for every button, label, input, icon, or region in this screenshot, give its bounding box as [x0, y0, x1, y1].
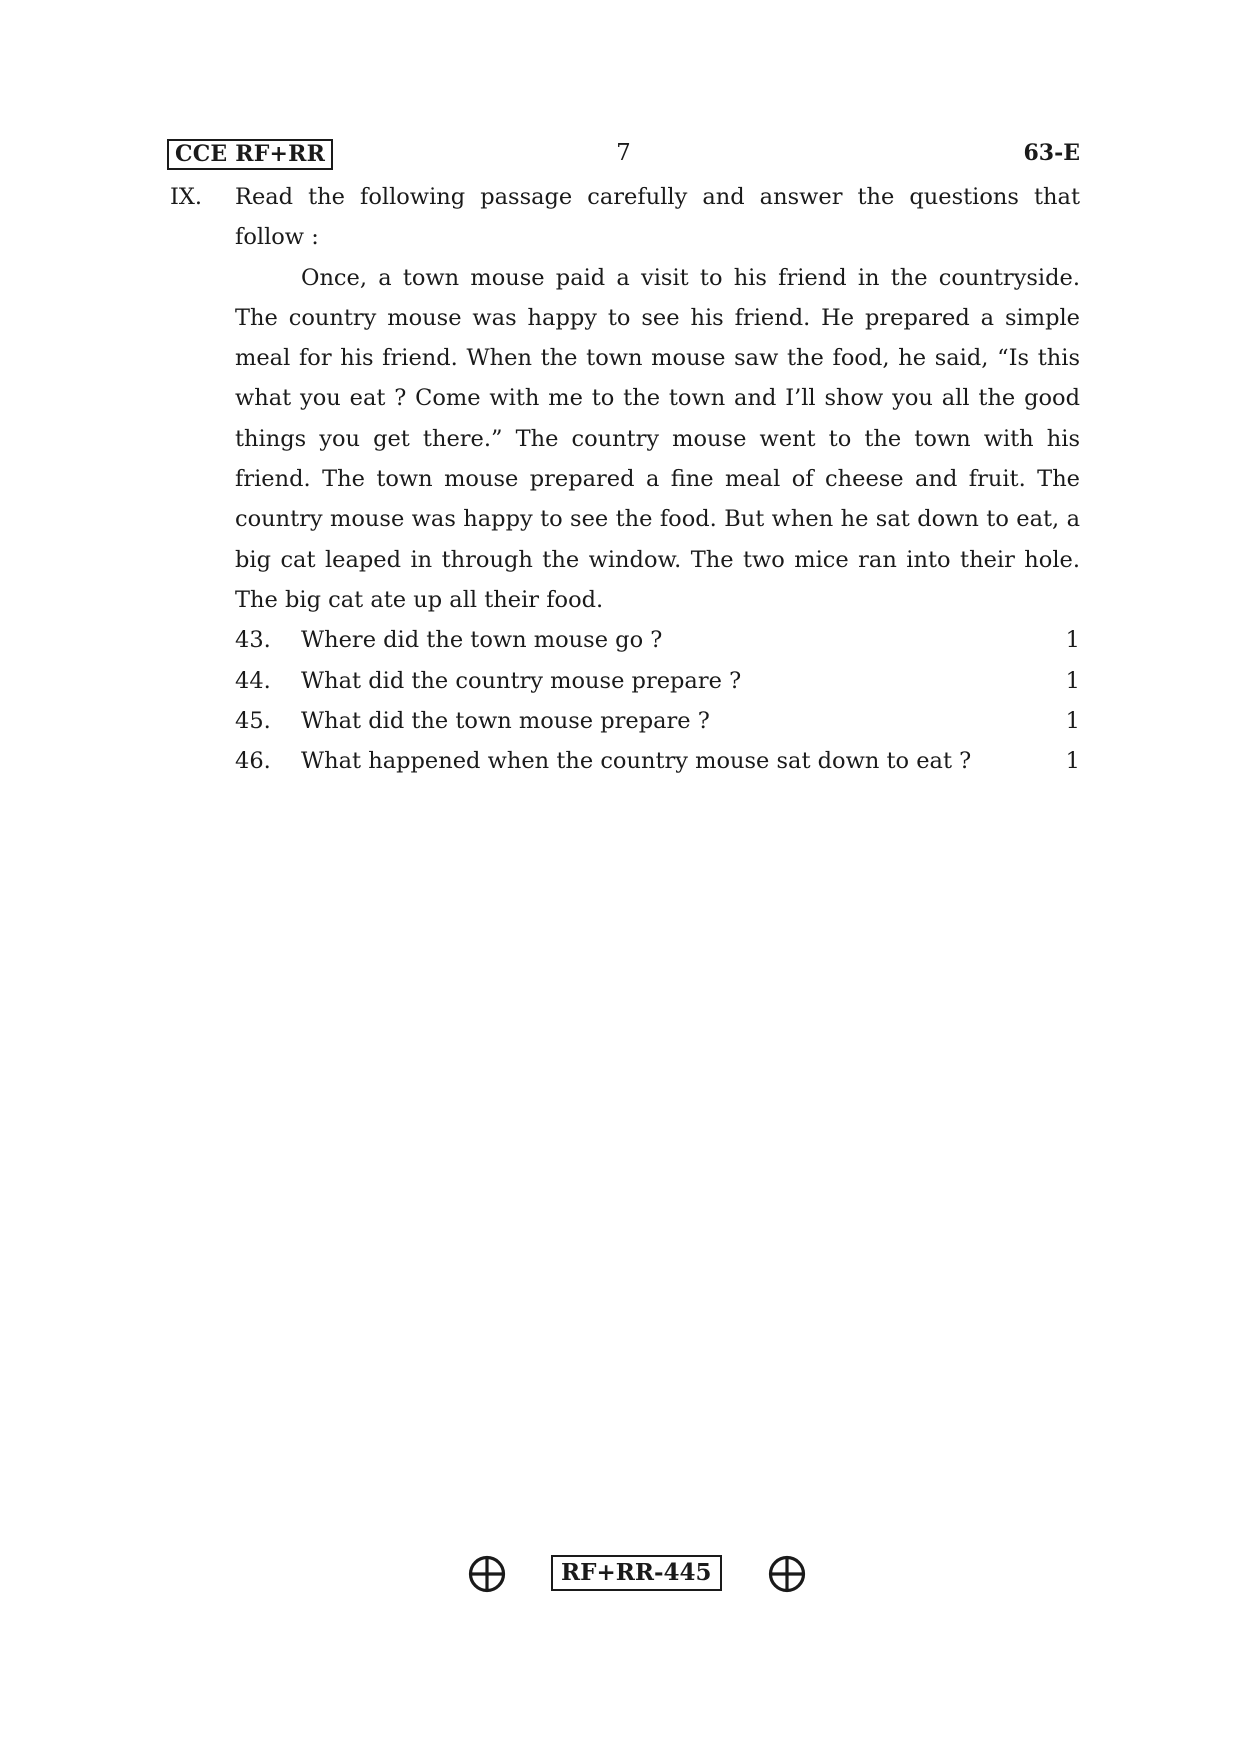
page-footer — [0, 1553, 1241, 1597]
question-marks: 1 — [1065, 707, 1080, 734]
question-marks: 1 — [1065, 667, 1080, 694]
section-instruction: Read the following passage carefully and answer the questions that follow : — [235, 184, 1080, 251]
question-number: 43. — [235, 627, 271, 654]
footer-code-box: RF+RR-445 — [551, 1555, 722, 1591]
question-text: What happened when the country mouse sat down to eat ? — [301, 748, 972, 775]
question-marks: 1 — [1065, 627, 1080, 654]
question-number: 45. — [235, 707, 271, 734]
page-header — [167, 139, 1080, 171]
question-item — [235, 701, 1080, 741]
page-number: 7 — [616, 140, 631, 166]
question-item — [235, 620, 1080, 660]
question-text: Where did the town mouse go ? — [301, 627, 663, 654]
reading-passage: Once, a town mouse paid a visit to his friend in the countryside. The country mouse was happy to see his friend. He prepared a simple meal for his friend. When the town mouse saw the food, he said, “Is this what you eat ? Come with me to the town and I’ll show you all the good things you get there.” The country mouse went to the town with his friend. The town mouse prepared a fine meal of cheese and fruit. The country mouse was happy to see the food. But when he sat down to eat, a big cat leaped in through the window. The two mice ran into their hole. The big cat ate up all their food. — [235, 264, 1080, 613]
question-text: What did the town mouse prepare ? — [301, 707, 710, 734]
question-number: 44. — [235, 667, 271, 694]
question-marks: 1 — [1065, 748, 1080, 775]
section-ix — [170, 177, 1080, 781]
section-number: IX. — [170, 184, 203, 210]
registration-mark-icon — [468, 1555, 506, 1593]
question-item — [235, 661, 1080, 701]
question-number: 46. — [235, 748, 271, 775]
paper-code: 63-E — [1023, 140, 1080, 166]
question-text: What did the country mouse prepare ? — [301, 667, 742, 694]
header-code-box: CCE RF+RR — [167, 139, 333, 170]
question-list — [235, 620, 1080, 781]
question-item — [235, 741, 1080, 781]
registration-mark-icon — [768, 1555, 806, 1593]
